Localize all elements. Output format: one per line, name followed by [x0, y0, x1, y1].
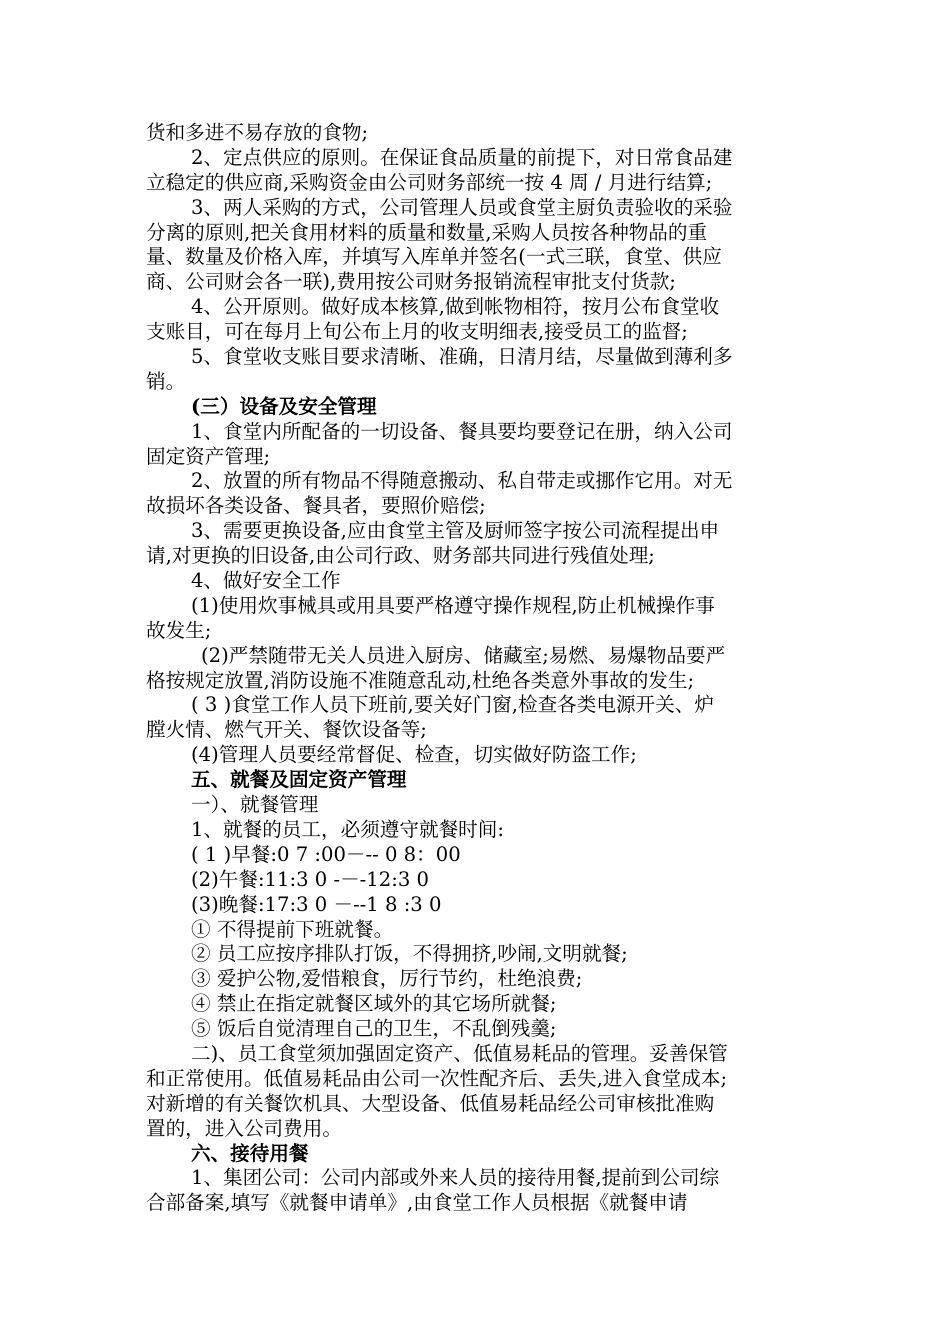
text-line: 4、公开原则。做好成本核算,做到帐物相符，按月公布食堂收: [191, 295, 720, 319]
text-line: (2)午餐:11:3 0 -－-12:3 0: [191, 867, 429, 891]
document-body: [146, 121, 811, 1216]
text-line: 货和多进不易存放的食物;: [146, 121, 369, 144]
text-line: ① 不得提前下班就餐。: [191, 917, 394, 941]
text-line: 1、食堂内所配备的一切设备、餐具要均要登记在册，纳入公司: [191, 419, 733, 443]
text-line: 3、两人采购的方式，公司管理人员或食堂主厨负责验收的采验: [191, 195, 733, 219]
text-line: ⑤ 饭后自觉清理自己的卫生，不乱倒残羹;: [191, 1017, 557, 1041]
text-line: 故发生;: [146, 618, 212, 642]
text-line: 膛火情、燃气开关、餐饮设备等;: [146, 718, 427, 742]
text-line: 商、公司财会各一联),费用按公司财务报销流程审批支付货款;: [146, 270, 676, 294]
text-line: 销。: [146, 369, 186, 393]
text-line: 故损坏各类设备、餐具者，要照价赔偿;: [146, 494, 486, 518]
section-heading: 六、接待用餐: [191, 1141, 309, 1165]
text-line: 固定资产管理;: [146, 444, 271, 468]
text-line: ④ 禁止在指定就餐区域外的其它场所就餐;: [191, 992, 557, 1016]
text-line: 合部备案,填写《就餐申请单》,由食堂工作人员根据《就餐申请: [146, 1191, 688, 1215]
text-line: 3、需要更换设备,应由食堂主管及厨师签字按公司流程提出申: [191, 519, 720, 543]
section-heading: 五、就餐及固定资产管理: [191, 768, 407, 792]
text-line: (3)晚餐:17:3 0 －--1 8 :3 0: [191, 892, 442, 916]
text-line: 4、做好安全工作: [191, 569, 341, 593]
section-heading: (三）设备及安全管理: [191, 394, 377, 418]
text-line: 请,对更换的旧设备,由公司行政、财务部共同进行残值处理;: [146, 544, 655, 568]
text-line: 对新增的有关餐饮机具、大型设备、低值易耗品经公司审核批准购: [146, 1091, 715, 1115]
text-line: 一）、就餐管理: [191, 793, 319, 817]
text-line: 量、数量及价格入库，并填写入库单并签名(一式三联，食堂、供应: [146, 245, 722, 269]
text-line: 和正常使用。低值易耗品由公司一次性配齐后、丢失,进入食堂成本;: [146, 1066, 728, 1090]
text-line: 支账目，可在每月上旬公布上月的收支明细表,接受员工的监督;: [146, 320, 688, 344]
text-line: 立稳定的供应商,采购资金由公司财务部统一按 4 周 / 月进行结算;: [146, 170, 713, 194]
text-line: 1、集团公司：公司内部或外来人员的接待用餐,提前到公司综: [191, 1166, 720, 1190]
text-line: 分离的原则,把关食用材料的质量和数量,采购人员按各种物品的重: [146, 220, 708, 244]
text-line: (1)使用炊事械具或用具要严格遵守操作规程,防止机械操作事: [191, 593, 715, 617]
text-line: 置的，进入公司费用。: [146, 1116, 342, 1140]
text-line: ② 员工应按序排队打饭，不得拥挤,吵闹,文明就餐;: [191, 942, 628, 966]
text-line: 格按规定放置,消防设施不准随意乱动,杜绝各类意外事故的发生;: [146, 668, 695, 692]
text-line: 1、就餐的员工，必须遵守就餐时间:: [191, 817, 504, 841]
text-line: 2、放置的所有物品不得随意搬动、私自带走或挪作它用。对无: [191, 469, 733, 493]
text-line: 2、定点供应的原则。在保证食品质量的前提下，对日常食品建: [191, 145, 733, 169]
text-line: (4)管理人员要经常督促、检查，切实做好防盗工作;: [191, 743, 637, 767]
text-line: 5、食堂收支账目要求清晰、准确，日清月结，尽量做到薄利多: [191, 345, 733, 369]
text-line: (2)严禁随带无关人员进入厨房、储藏室;易燃、易爆物品要严: [201, 643, 726, 667]
text-line: ( 1 )早餐:0 7 :00－-- 0 8：00: [191, 842, 461, 866]
text-line: ③ 爱护公物,爱惜粮食，厉行节约，杜绝浪费;: [191, 967, 583, 991]
text-line: ( 3 )食堂工作人员下班前,要关好门窗,检查各类电源开关、炉: [191, 693, 714, 717]
text-line: 二)、员工食堂须加强固定资产、低值易耗品的管理。妥善保管: [191, 1041, 728, 1065]
